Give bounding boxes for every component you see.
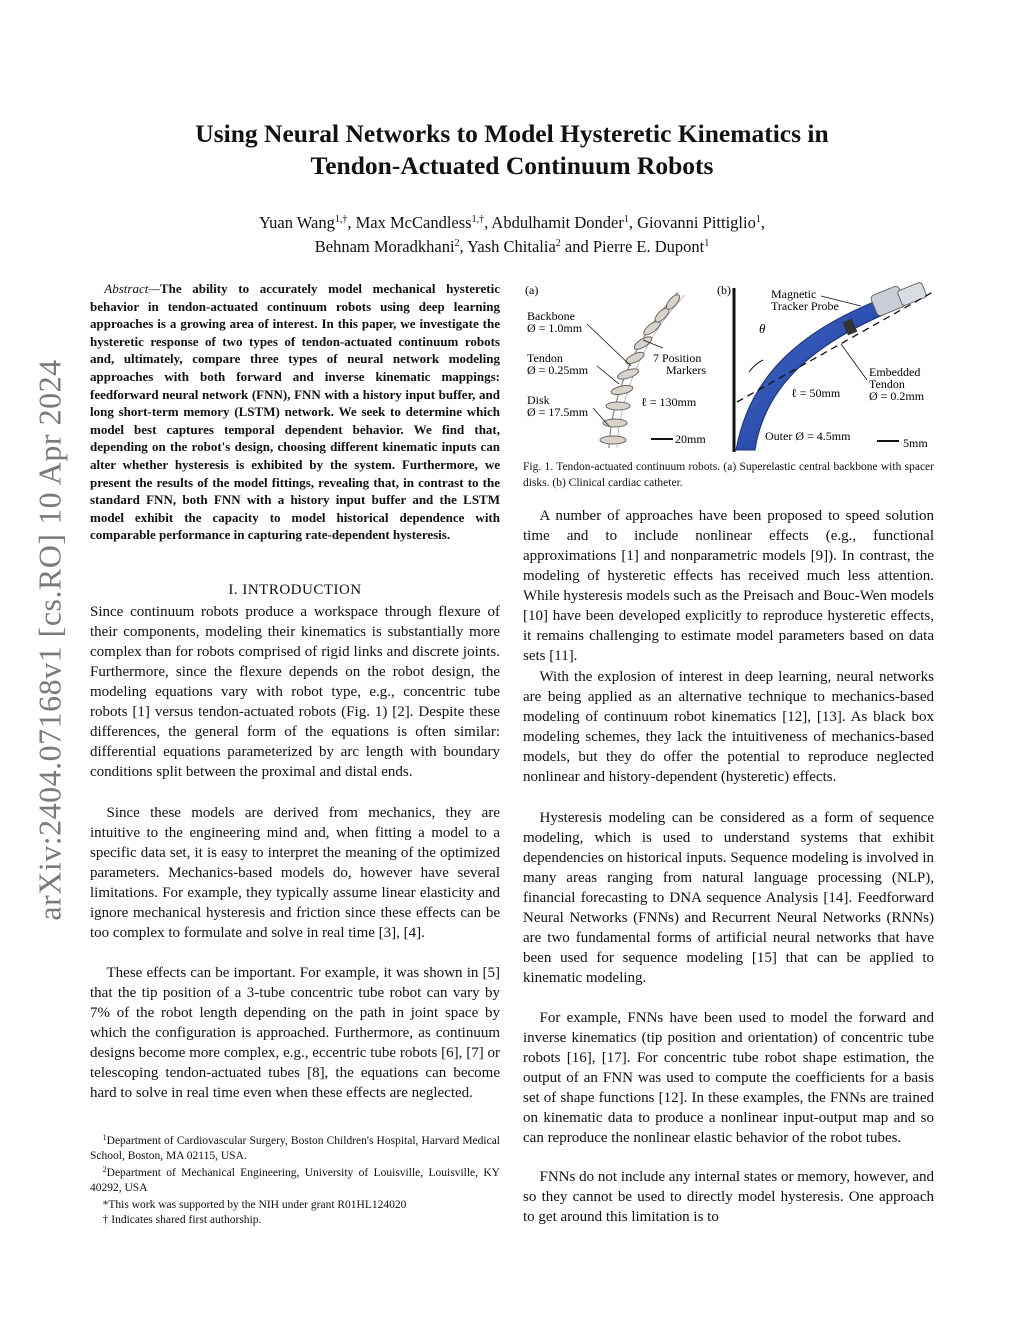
- backbone-label: Backbone: [527, 309, 575, 323]
- spacer-disk: [600, 436, 626, 444]
- footnote-text: Department of Mechanical Engineering, University of Louisville, Louisville, KY 40292, USA: [90, 1167, 500, 1194]
- abstract-label: Abstract—: [104, 281, 160, 296]
- title-line-1: Using Neural Networks to Model Hysteretic Kinematics in: [195, 119, 829, 148]
- scale-b-label: 5mm: [903, 436, 928, 450]
- author-affiliation: 1: [755, 214, 761, 225]
- author-affiliation: 1: [623, 214, 629, 225]
- author-name: Yuan Wang: [259, 213, 335, 232]
- author-line-1: Yuan Wang$^{1,\dagger}$, Max McCandless$^{1,\dagger}$, Abdulhamit Donder$^1$, Giovanni Pittiglio$^1$,: [259, 213, 765, 232]
- scale-a-label: 20mm: [675, 432, 706, 446]
- probe-label: Magnetic: [771, 287, 817, 301]
- footnote-marker: 1: [102, 1133, 107, 1142]
- backbone-diameter: Ø = 1.0mm: [527, 321, 583, 335]
- spacer-disk: [606, 402, 630, 410]
- disk-label: Disk: [527, 393, 550, 407]
- panel-a-label: (a): [525, 283, 539, 297]
- author-name: Behnam Moradkhani: [314, 237, 455, 256]
- author-conjunction: and: [564, 237, 589, 256]
- author-affiliation: 1,†: [334, 214, 348, 225]
- author-affiliation: 2: [454, 238, 460, 249]
- footnote: [90, 1134, 500, 1164]
- footnote: [90, 1213, 500, 1228]
- tendon-diameter: Ø = 0.25mm: [527, 363, 589, 377]
- footnote: [90, 1166, 500, 1196]
- embedded-diameter: Ø = 0.2mm: [869, 389, 925, 403]
- tracker-probe-tip: [897, 282, 927, 307]
- title-line-2: Tendon-Actuated Continuum Robots: [310, 151, 714, 180]
- markers-label-2: Markers: [666, 363, 706, 377]
- panel-b: [717, 282, 933, 452]
- footnote-marker: 2: [102, 1165, 107, 1174]
- figure-caption: Fig. 1. Tendon-actuated continuum robots. (a) Superelastic central backbone with spacer disks. (b) Clinical cardiac catheter.: [523, 461, 934, 489]
- probe-label-2: Tracker Probe: [771, 299, 839, 313]
- footnote: [90, 1198, 500, 1213]
- author-name: Pierre E. Dupont: [592, 237, 705, 256]
- body-paragraph: A number of approaches have been proposed to speed solution time and to include nonlinear effects (e.g., functional approximations [1] and nonparametric models [9]). In contrast, the modeling of hysteretic effects has received much less attention. While hysteresis models such as the Preisach and Bouc-Wen models [10] have been developed explicitly to reproduce hysteretic effects, it remains challenging to estimate model parameters based on data sets [11].: [523, 508, 934, 664]
- panel-b-label: (b): [717, 283, 731, 297]
- author-affiliation: 1: [704, 238, 710, 249]
- body-paragraph: Since continuum robots produce a workspace through flexure of their components, modeling their kinematics is substantially more complex than for robots comprised of rigid links and discrete joints. Furthermore, since the flexure depends on the robot design, the modeling equations vary with robot type, e.g., concentric tube robots [1] versus tendon-actuated robots (Fig. 1) [2]. Despite these differences, the general form of the equations is often similar: differential equations parameterized by arc length with boundary conditions split between the proximal and distal ends.: [90, 604, 500, 780]
- section-heading: I. INTRODUCTION: [228, 582, 362, 598]
- footnote-text: *This work was supported by the NIH under grant R01HL124020: [102, 1199, 407, 1211]
- tendon-label: Tendon: [527, 351, 563, 365]
- body-paragraph: These effects can be important. For example, it was shown in [5] that the tip position of a 3-tube concentric tube robot can vary by 7% of the robot length depending on the path in joint space by which the configuration is approached. Furthermore, as continuum designs become more complex, e.g., eccentric tube robots [6], [7] or telescoping tendon-actuated tubes [8], the equations can become hard to solve in real time even when these effects are neglected.: [90, 965, 500, 1101]
- footnote-text: † Indicates shared first authorship.: [102, 1214, 262, 1226]
- embedded-leader: [841, 344, 867, 380]
- theta-label: θ: [759, 321, 766, 336]
- author-name: Abdulhamit Donder: [491, 213, 624, 232]
- embedded-label: Embedded: [869, 365, 921, 379]
- angle-arc: [749, 360, 763, 372]
- abstract: [90, 280, 500, 544]
- author-name: Max McCandless: [355, 213, 472, 232]
- length-b-label: ℓ = 50mm: [791, 386, 841, 400]
- body-paragraph: With the explosion of interest in deep learning, neural networks are being applied as an alternative technique to mechanics-based modeling of continuum robot kinematics [12], [13]. As black box modeling schemes, they lack the intuitiveness of mechanics-based models, but they do offer the potential to reproduce neglected nonlinear and history-dependent (hysteretic) effects.: [523, 669, 934, 785]
- paper-title: [90, 118, 934, 182]
- panel-a: [525, 283, 706, 448]
- figure-1-illustration: [523, 280, 934, 455]
- disk-diameter: Ø = 17.5mm: [527, 405, 589, 419]
- author-name: Yash Chitalia: [467, 237, 556, 256]
- author-affiliation: 1,†: [471, 214, 485, 225]
- body-paragraph: Since these models are derived from mechanics, they are intuitive to the engineering mind and, when fitting a model to a specific data set, it is easy to interpret the meaning of the optimized parameters. Mechanics-based models do, however have several limitations. For example, they typically assume linear elasticity and ignore mechanical hysteresis and friction since these effects can be too complex to formulate and solve in real time [3], [4].: [90, 805, 500, 941]
- abstract-text: The ability to accurately model mechanical hysteretic behavior in tendon-actuated continuum robots using deep learning approaches is a growing area of interest. In this paper, we investigate the hysteretic response of two types of tendon-actuated continuum robots and, ultimately, compare three types of neural network modeling approaches with both forward and inverse kinematic mappings: feedforward neural network (FNN), FNN with a history input buffer, and long short-term memory (LSTM) network. We seek to determine which model best captures temporal dependent behavior. We find that, depending on the robot's design, choosing different kinematic inputs can alter whether hysteresis is exhibited by the system. Furthermore, we present the results of the model fittings, revealing that, in contrast to the standard FNN, both FNN with a history input buffer and the LSTM model exhibit the capacity to model historical dependence with comparable performance in capturing rate-dependent hysteresis.: [90, 281, 500, 543]
- markers-label: 7 Position: [653, 351, 702, 365]
- author-list: [90, 211, 934, 259]
- outer-diameter-label: Outer Ø = 4.5mm: [765, 429, 851, 443]
- embedded-label-2: Tendon: [869, 377, 905, 391]
- body-paragraph: Hysteresis modeling can be considered as a form of sequence modeling, which is used to understand systems that exhibit dependencies on historical inputs. Sequence modeling is involved in many areas ranging from natural language processing (NLP), financial forecasting to DNA sequence Analysis [14]. Feedforward Neural Networks (FNNs) and Recurrent Neural Networks (RNNs) are two fundamental forms of artificial neural networks that have been used for sequence modeling [15] that can be applied to kinematic modeling.: [523, 810, 934, 986]
- author-line-2: Behnam Moradkhani$^2$, Yash Chitalia$^2$ and Pierre E. Dupont$^1$: [314, 237, 710, 256]
- arxiv-stamp: arXiv:2404.07168v1 [cs.RO] 10 Apr 2024: [31, 359, 68, 921]
- body-paragraph: FNNs do not include any internal states or memory, however, and so they cannot be used to directly model hysteresis. One approach to get around this limitation is to: [523, 1169, 934, 1225]
- spacer-disk: [610, 384, 633, 396]
- author-affiliation: 2: [555, 238, 561, 249]
- author-name: Giovanni Pittiglio: [637, 213, 756, 232]
- footnote-text: Department of Cardiovascular Surgery, Boston Children's Hospital, Harvard Medical School, Boston, MA 02115, USA.: [90, 1135, 500, 1162]
- figure-1: [523, 280, 934, 455]
- body-paragraph: For example, FNNs have been used to model the forward and inverse kinematics (tip position and orientation) of concentric tube robots [16], [17]. For concentric tube robot shape estimation, the output of an FNN was used to compute the coefficients for a basis set of shape functions [12]. In these examples, the FNNs are trained on kinematic data to produce a nonlinear input-output map and so can reproduce the nonlinear elastic behavior of the robot tubes.: [523, 1010, 934, 1146]
- length-a-label: ℓ = 130mm: [641, 395, 697, 409]
